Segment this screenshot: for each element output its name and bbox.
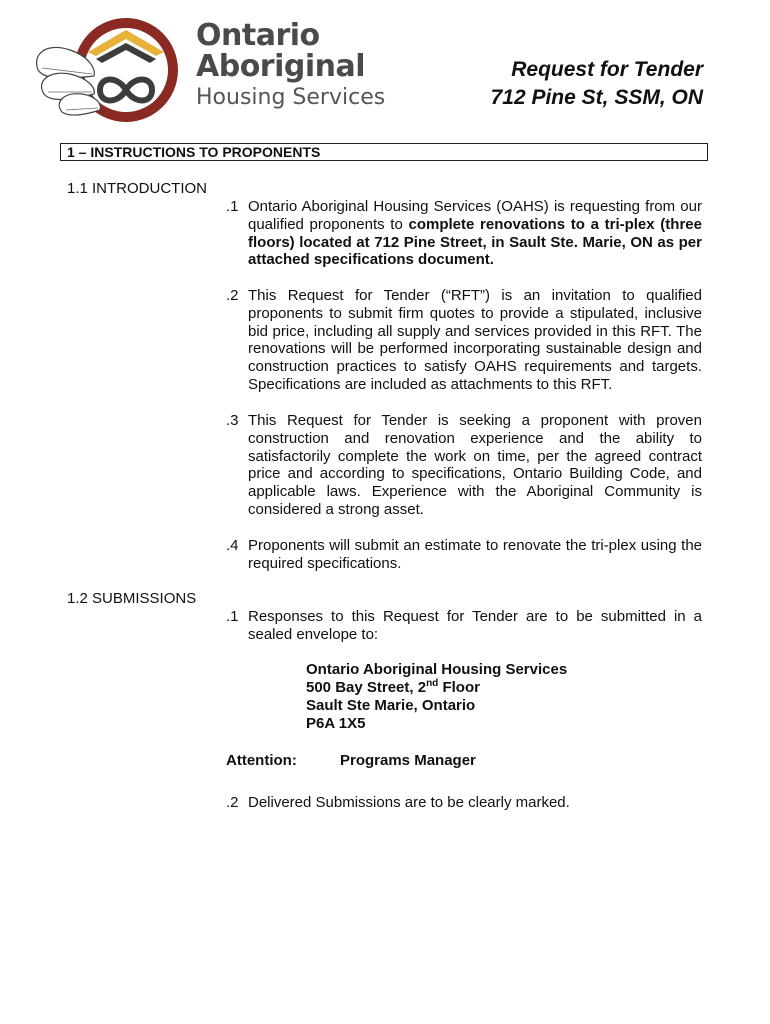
paragraph-text: Proponents will submit an estimate to renovate the tri-plex using the required specifications. — [248, 537, 702, 572]
address-line-4: P6A 1X5 — [306, 715, 366, 732]
paragraph-number: .3 — [226, 412, 239, 429]
logo-line-3: Housing Services — [196, 85, 386, 110]
title-line-1: Request for Tender — [511, 58, 703, 81]
intro-paragraph-4 — [226, 537, 702, 573]
attention-value: Programs Manager — [340, 752, 476, 769]
submissions-heading: 1.2 SUBMISSIONS — [67, 590, 197, 607]
paragraph-text: Responses to this Request for Tender are to be submitted in a sealed envelope to: — [248, 608, 702, 643]
paragraph-bold-text: complete renovations to a tri-plex (three floors) located at 712 Pine Street, in Sault Ste. Marie, ON as per attached specifications document. — [248, 215, 702, 269]
attention-label: Attention: — [226, 752, 297, 769]
logo-line-2: Aboriginal — [196, 49, 366, 84]
oahs-logo-icon — [30, 12, 190, 124]
intro-paragraph-3 — [226, 412, 702, 519]
paragraph-number: .1 — [226, 198, 239, 215]
paragraph-number: .2 — [226, 794, 239, 811]
paragraph-number: .4 — [226, 537, 239, 554]
title-line-2: 712 Pine St, SSM, ON — [490, 86, 703, 109]
paragraph-text: This Request for Tender (“RFT”) is an invitation to qualified proponents to submit firm quotes to provide a stipulated, inclusive bid price, including all supply and services provided in this RFT. The renovations will be performed incorporating sustainable design and construction practices to satisfy OAHS requirements and targets. Specifications are included as attachments to this RFT. — [248, 287, 702, 393]
submissions-paragraph-2 — [226, 794, 702, 812]
submissions-paragraph-1 — [226, 608, 702, 644]
paragraph-text: Ontario Aboriginal Housing Services (OAHS) is requesting from our qualified proponents to — [248, 198, 702, 233]
paragraph-text: This Request for Tender is seeking a proponent with proven construction and renovation experience and the ability to satisfactorily complete the work on time, per the agreed contract price and according to specifications, Ontario Building Code, and applicable laws. Experience with the Aboriginal Community is considered a strong asset. — [248, 412, 702, 518]
address-line-3: Sault Ste Marie, Ontario — [306, 697, 476, 714]
paragraph-number: .1 — [226, 608, 239, 625]
logo-line-1: Ontario — [196, 18, 320, 53]
paragraph-text: Delivered Submissions are to be clearly marked. — [248, 794, 570, 811]
paragraph-number: .2 — [226, 287, 239, 304]
address-line-1: Ontario Aboriginal Housing Services — [306, 661, 568, 678]
address-line-2: 500 Bay Street, 2nd Floor — [306, 678, 480, 696]
intro-heading: 1.1 INTRODUCTION — [67, 180, 208, 197]
document-title — [491, 56, 703, 112]
intro-paragraph-1 — [226, 198, 702, 269]
intro-paragraph-2 — [226, 287, 702, 394]
logo-wordmark — [196, 20, 385, 114]
section-heading: 1 – INSTRUCTIONS TO PROPONENTS — [60, 143, 708, 161]
mailing-address — [306, 661, 567, 733]
